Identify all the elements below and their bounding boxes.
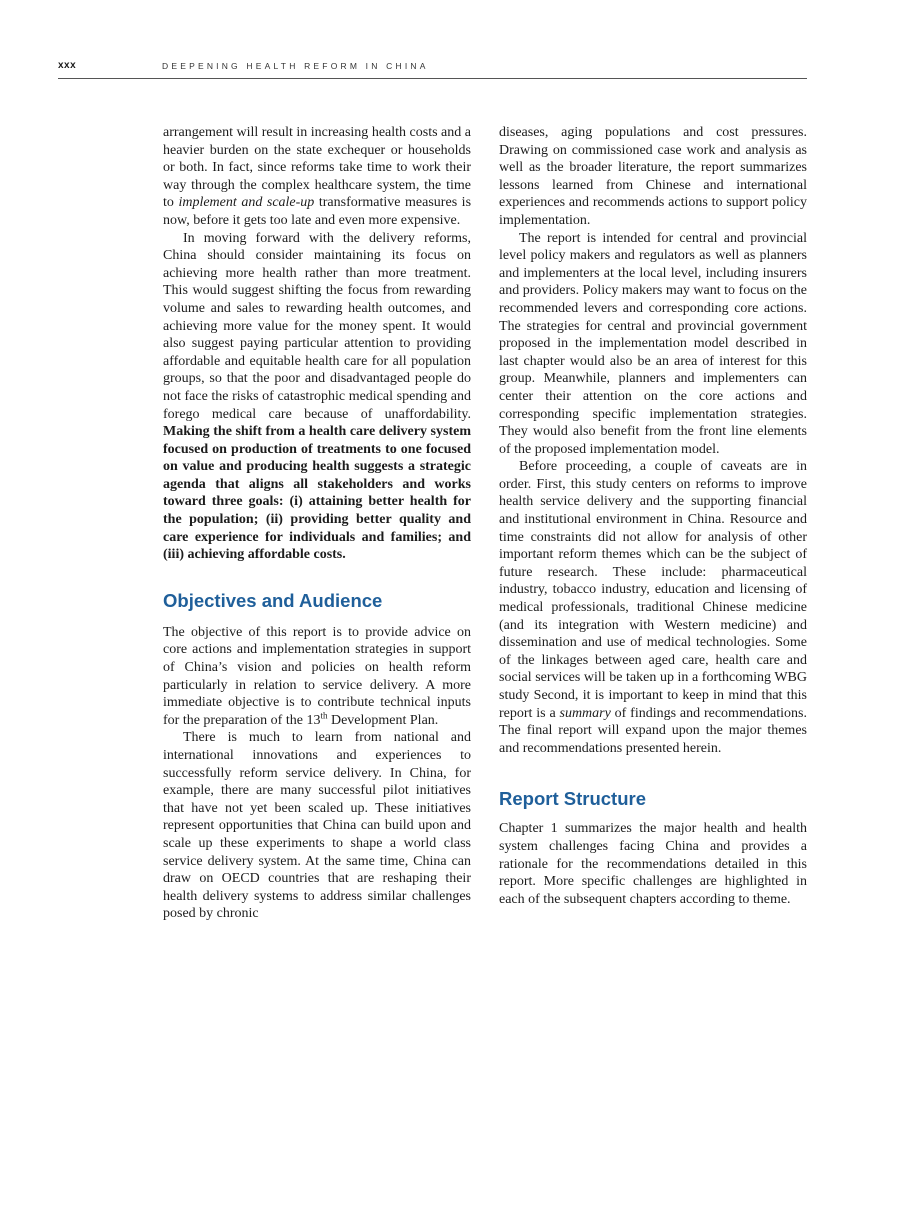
paragraph: There is much to learn from national and international innovations and experiences to successfully reform service delivery. In China, for example, there are many successful pilot initiatives that have not yet been scaled up. These initiatives represent opportunities that China can build upon and scale up these experiments to shape a world class service delivery system. At the same time, China can draw on OECD countries that are reshaping their health delivery systems to address similar challenges posed by chronic <box>163 730 471 922</box>
bold-statement: Making the shift from a health care delivery system focused on production of treatments to one focused on value and producing health suggests a strategic agenda that aligns all stakeholders and works toward three goals: (i) attaining better health for the population; (ii) providing better quality and care experience for individuals and families; and (iii) achieving affordable costs. <box>163 424 471 563</box>
paragraph: The report is intended for central and provincial level policy makers and regulators as well as planners and implementers at the local level, including insurers and providers. Policy makers may want to focus on the recommended levers and corresponding core actions. The strategies for central and provincial government proposed in the implementation model described in last chapter would also be an area of interest for this group. Meanwhile, planners and implementers can center their attention on the core actions and corresponding specific implementation strategies. They would also benefit from the front line elements of the proposed implementation model. <box>499 230 807 457</box>
section-heading-objectives: Objectives and Audience <box>163 589 383 611</box>
emphasis: implement and scale-up <box>178 195 315 211</box>
section-heading-structure: Report Structure <box>499 788 646 810</box>
right-column <box>499 124 807 908</box>
running-title: DEEPENING HEALTH REFORM IN CHINA <box>162 61 429 71</box>
emphasis: summary <box>559 705 611 721</box>
paragraph: arrangement will result in increasing health costs and a heavier burden on the state exchequer or households or both. In fact, since reforms take time to work their way through the complex healthcare system, the time to implement and scale-up transformative measures is now, before it gets too late and even more expensive. <box>163 125 472 228</box>
paragraph: Before proceeding, a couple of caveats are in order. First, this study centers on reforms to improve health service delivery and the supporting financial and institutional environment in China. Resource and time constraints did not allow for analysis of other important reform themes which can be the subject of future research. These include: pharmaceutical industry, tobacco industry, education and licensing of medical professionals, traditional Chinese medicine (and its integration with Western medicine) and dissemination and use of medical technologies. Some of the linkages between aged care, health care and social services will be taken up in a forthcoming WBG study Second, it is important to keep in mind that this report is a summary of findings and recommendations. The final report will expand upon the major themes and recommendations presented herein. <box>499 459 807 756</box>
page-number: xxx <box>58 60 77 71</box>
paragraph: diseases, aging populations and cost pressures. Drawing on commissioned case work and analysis as well as the broader literature, the report summarizes lessons learned from Chinese and international experiences and recommends actions to support policy implementation. <box>499 125 807 228</box>
header-rule <box>58 78 807 79</box>
superscript: th <box>320 710 328 721</box>
left-column <box>163 124 471 923</box>
paragraph: The objective of this report is to provide advice on core actions and implementation strategies in support of China’s vision and policies on health reform particularly in relation to service delivery. A more immediate objective is to contribute technical inputs for the preparation of the 13th Development Plan. <box>163 624 471 728</box>
paragraph: In moving forward with the delivery reforms, China should consider maintaining its focus on achieving more health rather than more treatment. This would suggest shifting the focus from rewarding volume and sales to rewarding health outcomes, and achieving more value for the money spent. It would also suggest paying particular attention to providing affordable and equitable health care for all population groups, so that the poor and disadvantaged people do not face the risks of catastrophic medical spending and forego medical care because of unaffordability. Making the shift from a health care delivery system focused on production of treatments to one focused on value and producing health suggests a strategic agenda that aligns all stakeholders and works toward three goals: (i) attaining better health for the population; (ii) providing better quality and care experience for individuals and families; and (iii) achieving affordable costs. <box>163 230 471 563</box>
paragraph: Chapter 1 summarizes the major health and health system challenges facing China and provides a rationale for the recommendations detailed in this report. More specific challenges are highlighted in each of the subsequent chapters according to theme. <box>499 821 807 907</box>
